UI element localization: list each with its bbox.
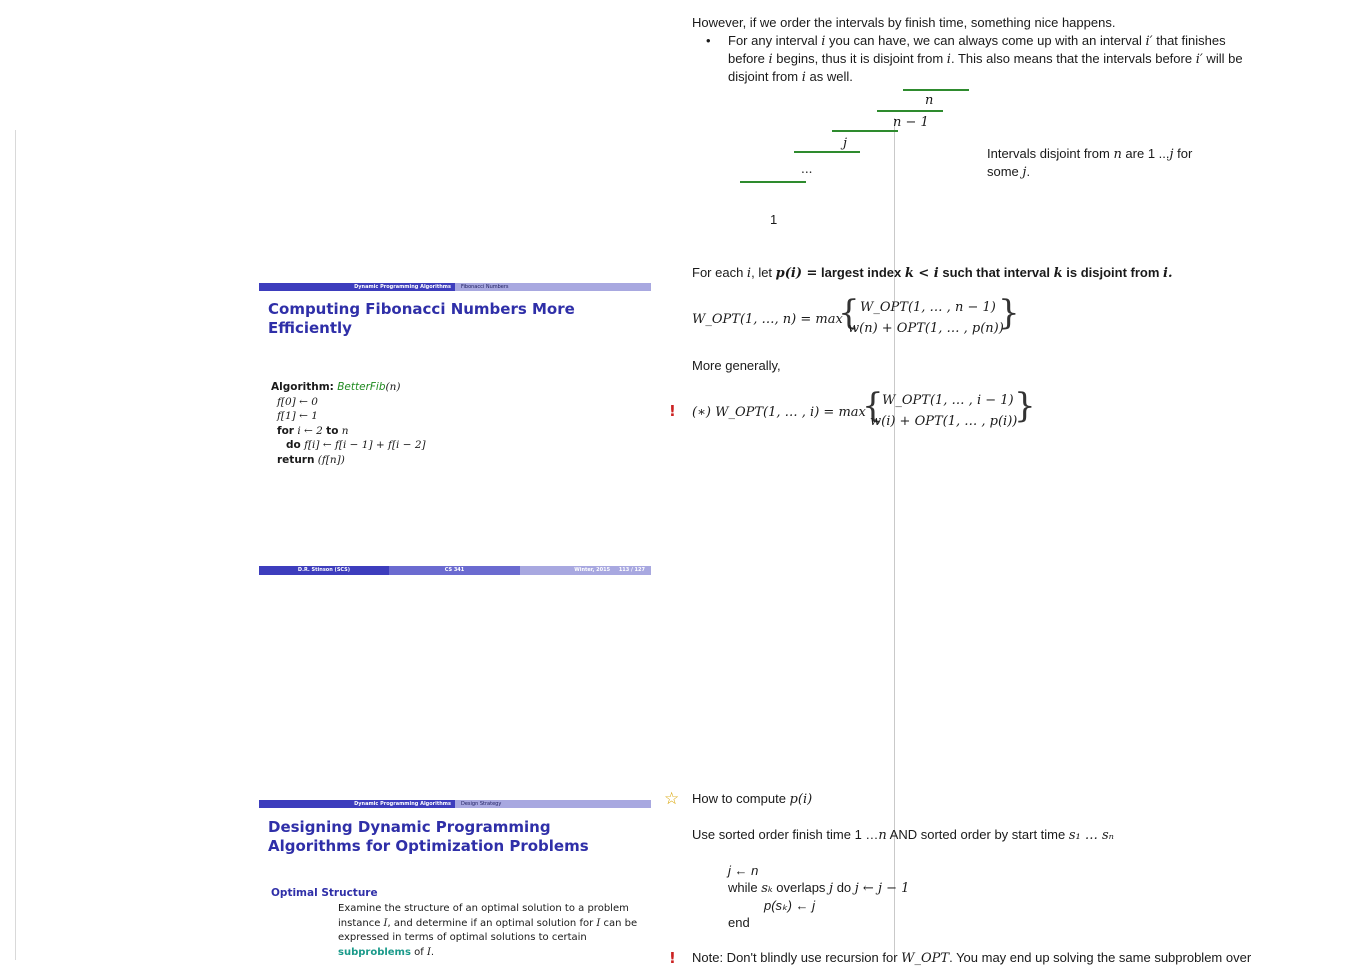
interval-segment-5 [740, 181, 806, 183]
code-line-2: while sₖ overlaps j do j ← j − 1 [728, 880, 910, 896]
algo-line-1: f[0] ← 0 [277, 395, 318, 408]
note-bullet-line-1: For any interval i you can have, we can always come up with an interval i′ that finishes [728, 33, 1226, 49]
slide-header-subsection: Fibonacci Numbers [455, 283, 651, 291]
slide-footer-bar [259, 566, 651, 575]
interval-j-label: j [843, 136, 848, 151]
optimal-structure-heading: Optimal Structure [271, 887, 378, 899]
algo-line-4: do f[i] ← f[i − 1] + f[i − 2] [286, 439, 426, 452]
algorithm-block [271, 380, 426, 468]
slide-header-bar [259, 283, 651, 291]
slide-header-bar [259, 800, 651, 808]
footer-author: D.R. Stinson (SCS) [259, 566, 389, 575]
slide-design-strategy [259, 800, 651, 960]
algo-line-3: for i ← 2 to n [277, 424, 349, 437]
bottom-note: Note: Don't blindly use recursion for W_OPT. You may end up solving the same subproblem over [692, 950, 1252, 966]
interval-n-minus-1-label: n − 1 [893, 115, 929, 130]
eq1-case-1: W_OPT(1, … , n − 1) [860, 300, 996, 315]
code-line-1: j ← n [728, 863, 759, 878]
note-top-line: However, if we order the intervals by finish time, something nice happens. [692, 15, 1116, 30]
exclamation-icon: ! [669, 402, 676, 420]
slide-header-section: Dynamic Programming Algorithms [259, 283, 455, 291]
interval-n-label: n [925, 93, 934, 108]
code-line-3: p(sₖ) ← j [764, 898, 816, 913]
eq1-right-brace: } [998, 293, 1020, 333]
p-definition: For each i, let p(i) = largest index k < i such that interval k is disjoint from i. [692, 265, 1173, 281]
exclamation-icon-2: ! [669, 949, 676, 967]
slide-fibonacci [259, 283, 651, 576]
footer-course: CS 341 [389, 566, 520, 575]
slide-header-subsection: Design Strategy [455, 800, 651, 808]
how-to-compute-text: How to compute p(i) [692, 791, 813, 807]
code-line-4: end [728, 915, 750, 930]
star-icon: ☆ [664, 789, 680, 809]
eq1-lhs: W_OPT(1, …, n) = max [692, 312, 843, 327]
page-margin-line [15, 130, 16, 960]
eq1-case-2: w(n) + OPT(1, … , p(n)) [848, 321, 1004, 336]
eq2-case-1: W_OPT(1, … , i − 1) [882, 393, 1014, 408]
algo-line-5: return (f[n]) [277, 453, 345, 466]
algo-header: Algorithm: BetterFib(n) [271, 381, 401, 393]
eq1-left-brace: { [838, 293, 860, 333]
bullet-dot: • [706, 33, 711, 48]
slide-title: Designing Dynamic Programming Algorithms for Optimization Problems [268, 818, 589, 855]
interval-1-label: 1 [770, 212, 778, 227]
slide-header-section: Dynamic Programming Algorithms [259, 800, 455, 808]
eq2-lhs: (∗) W_OPT(1, … , i) = max [692, 405, 866, 420]
sorted-order-text: Use sorted order finish time 1 …n AND sorted order by start time s₁ … sₙ [692, 827, 1114, 843]
footer-term-page: Winter, 2015 113 / 127 [520, 566, 651, 575]
eq2-case-2: w(i) + OPT(1, … , p(i)) [870, 414, 1018, 429]
eq2-left-brace: { [862, 386, 884, 426]
slide-title: Computing Fibonacci Numbers More Efficiently [268, 300, 575, 337]
eq2-right-brace: } [1014, 386, 1036, 426]
interval-j-segment [832, 130, 898, 132]
interval-n-segment [903, 89, 969, 91]
interval-segment-4 [794, 151, 860, 153]
interval-n-minus-1-segment [877, 110, 943, 112]
side-note-line-1: Intervals disjoint from n are 1 ...j for [987, 146, 1193, 162]
more-generally-text: More generally, [692, 358, 781, 373]
side-note-line-2: some j. [987, 164, 1031, 180]
algo-line-2: f[1] ← 1 [277, 410, 318, 423]
note-bullet-line-3: disjoint from i as well. [728, 69, 853, 85]
optimal-structure-text: Examine the structure of an optimal solution to a problem instance I, and determine if an optimal solution for I can be expressed in terms of optimal solutions to certain subproblems of I. [338, 903, 638, 958]
note-bullet-line-2: before i begins, thus it is disjoint from i. This also means that the intervals before i′ will be [728, 51, 1243, 67]
interval-dots-label: ... [801, 162, 813, 176]
